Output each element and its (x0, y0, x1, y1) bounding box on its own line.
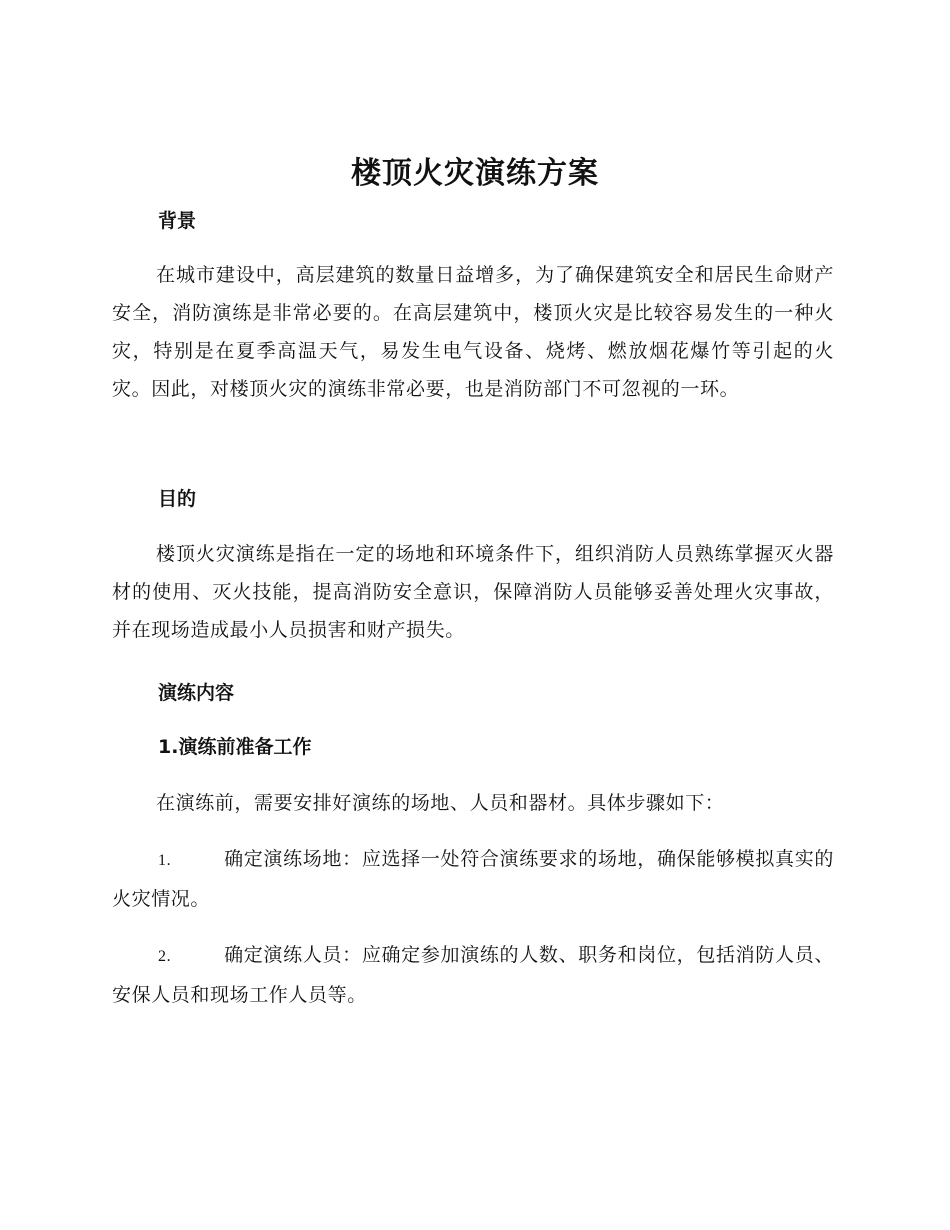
list-item-number: 1. (158, 852, 172, 869)
subsection-heading-preparation: 1.演练前准备工作 (158, 736, 312, 758)
preparation-intro: 在演练前，需要安排好演练的场地、人员和器材。具体步骤如下： (156, 792, 725, 814)
section-heading-background: 背景 (158, 210, 197, 232)
section-heading-purpose: 目的 (158, 488, 197, 510)
list-item (112, 936, 834, 1014)
list-item-text: 确定演练场地：应选择一处符合演练要求的场地，确保能够模拟真实的火灾情况。 (112, 848, 834, 910)
document-title: 楼顶火灾演练方案 (351, 156, 599, 191)
purpose-paragraph: 楼顶火灾演练是指在一定的场地和环境条件下，组织消防人员熟练掌握灭火器材的使用、灭火技能，提高消防安全意识，保障消防人员能够妥善处理火灾事故，并在现场造成最小人员损害和财产损失。 (112, 543, 834, 641)
list-item-text: 确定演练人员：应确定参加演练的人数、职务和岗位，包括消防人员、安保人员和现场工作人员等。 (112, 944, 834, 1006)
background-paragraph: 在城市建设中，高层建筑的数量日益增多，为了确保建筑安全和居民生命财产安全，消防演练是非常必要的。在高层建筑中，楼顶火灾是比较容易发生的一种火灾，特别是在夏季高温天气，易发生电气设备、烧烤、燃放烟花爆竹等引起的火灾。因此，对楼顶火灾的演练非常必要，也是消防部门不可忽视的一环。 (112, 264, 834, 400)
list-item-number: 2. (158, 948, 172, 965)
list-item (112, 840, 834, 918)
section-heading-content: 演练内容 (158, 682, 235, 704)
